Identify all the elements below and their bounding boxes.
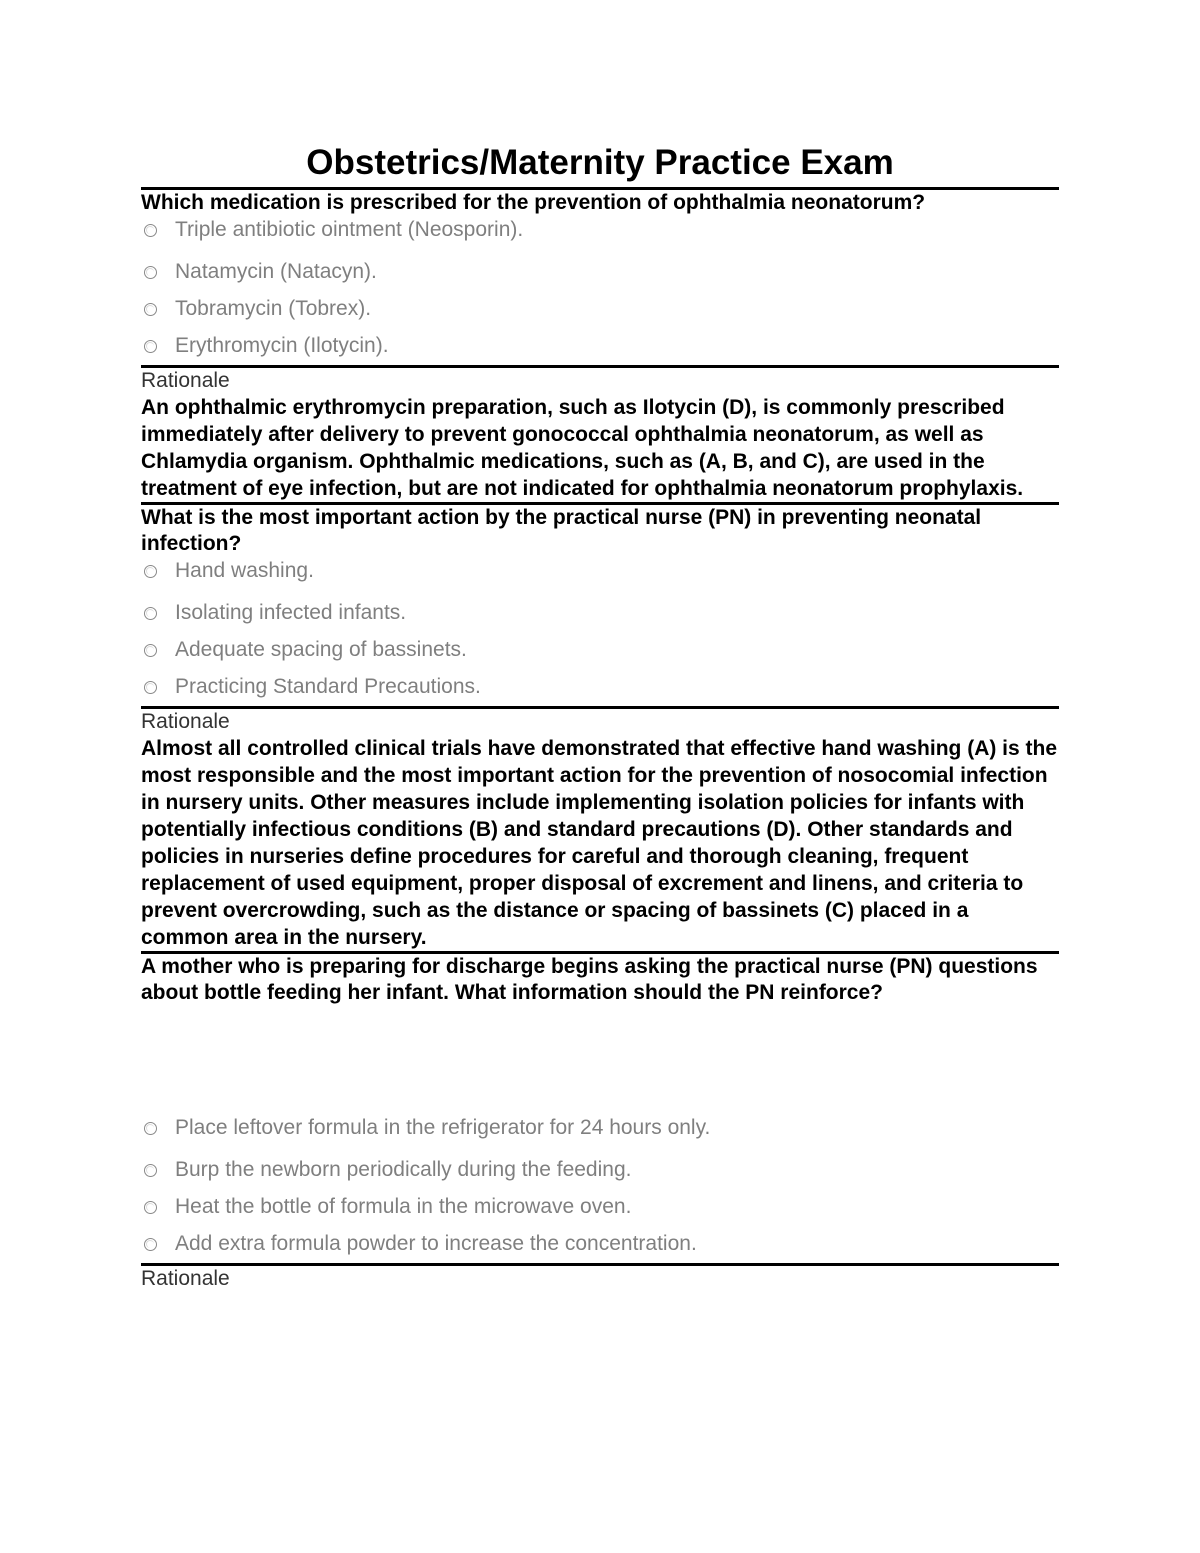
page-title: Obstetrics/Maternity Practice Exam: [141, 140, 1059, 190]
radio-button-icon[interactable]: [144, 1238, 157, 1251]
blank-space: [141, 1007, 1059, 1115]
radio-button-icon[interactable]: [144, 266, 157, 279]
answer-option-b[interactable]: [141, 254, 1059, 291]
radio-button-icon[interactable]: [144, 644, 157, 657]
answer-option-c[interactable]: [141, 291, 1059, 328]
answer-options: [141, 1115, 1059, 1263]
rationale-label: Rationale: [141, 1266, 230, 1290]
radio-button-icon[interactable]: [144, 1164, 157, 1177]
answer-options: [141, 558, 1059, 706]
answer-option-label: Add extra formula powder to increase the concentration.: [175, 1232, 697, 1255]
radio-button-icon[interactable]: [144, 1122, 157, 1135]
radio-button-icon[interactable]: [144, 565, 157, 578]
question-block-1: [141, 190, 1059, 505]
answer-option-label: Erythromycin (Ilotycin).: [175, 334, 389, 357]
question-text: A mother who is preparing for discharge begins asking the practical nurse (PN) questions about bottle feeding her infant. What information should the PN reinforce?: [141, 954, 1038, 1004]
question-block-2: [141, 505, 1059, 954]
answer-option-label: Place leftover formula in the refrigerator for 24 hours only.: [175, 1116, 711, 1139]
answer-option-a[interactable]: [141, 217, 1059, 244]
answer-option-label: Adequate spacing of bassinets.: [175, 638, 467, 661]
radio-button-icon[interactable]: [144, 1201, 157, 1214]
rationale-text: An ophthalmic erythromycin preparation, such as Ilotycin (D), is commonly prescribed immediately after delivery to prevent gonococcal ophthalmia neonatorum, as well as Chlamydia organism. Ophthalmic medications, such as (A, B, and C), are used in the treatment of eye infection, but are not indicated for ophthalmia neonatorum prophylaxis.: [141, 395, 1024, 500]
answer-option-d[interactable]: [141, 669, 1059, 706]
radio-button-icon[interactable]: [144, 303, 157, 316]
answer-option-b[interactable]: [141, 1152, 1059, 1189]
answer-option-b[interactable]: [141, 595, 1059, 632]
answer-option-label: Tobramycin (Tobrex).: [175, 297, 372, 320]
answer-options: [141, 217, 1059, 365]
radio-button-icon[interactable]: [144, 607, 157, 620]
answer-option-label: Burp the newborn periodically during the feeding.: [175, 1158, 632, 1181]
answer-option-c[interactable]: [141, 1189, 1059, 1226]
answer-option-label: Triple antibiotic ointment (Neosporin).: [175, 218, 524, 241]
answer-option-label: Isolating infected infants.: [175, 601, 407, 624]
rationale-text: Almost all controlled clinical trials have demonstrated that effective hand washing (A) is the most responsible and the most important action for the prevention of nosocomial infection in nursery units. Other measures include implementing isolation policies for infants with potentially infectious conditions (B) and standard precautions (D). Other standards and policies in nurseries define procedures for careful and thorough cleaning, frequent replacement of used equipment, proper disposal of excrement and linens, and criteria to prevent overcrowding, such as the distance or spacing of bassinets (C) placed in a common area in the nursery.: [141, 736, 1058, 949]
radio-button-icon[interactable]: [144, 340, 157, 353]
answer-option-c[interactable]: [141, 632, 1059, 669]
question-text: What is the most important action by the practical nurse (PN) in preventing neonatal infection?: [141, 505, 982, 555]
exam-page: [141, 140, 1059, 1292]
rationale-label: Rationale: [141, 368, 230, 392]
answer-option-a[interactable]: [141, 558, 1059, 585]
question-text: Which medication is prescribed for the prevention of ophthalmia neonatorum?: [141, 191, 926, 214]
answer-option-d[interactable]: [141, 1226, 1059, 1263]
radio-button-icon[interactable]: [144, 224, 157, 237]
answer-option-label: Natamycin (Natacyn).: [175, 260, 377, 283]
answer-option-label: Practicing Standard Precautions.: [175, 675, 481, 698]
radio-button-icon[interactable]: [144, 681, 157, 694]
rationale-label: Rationale: [141, 709, 230, 733]
answer-option-label: Hand washing.: [175, 559, 314, 582]
answer-option-d[interactable]: [141, 328, 1059, 365]
question-block-3: [141, 954, 1059, 1292]
answer-option-label: Heat the bottle of formula in the microwave oven.: [175, 1195, 632, 1218]
answer-option-a[interactable]: [141, 1115, 1059, 1142]
